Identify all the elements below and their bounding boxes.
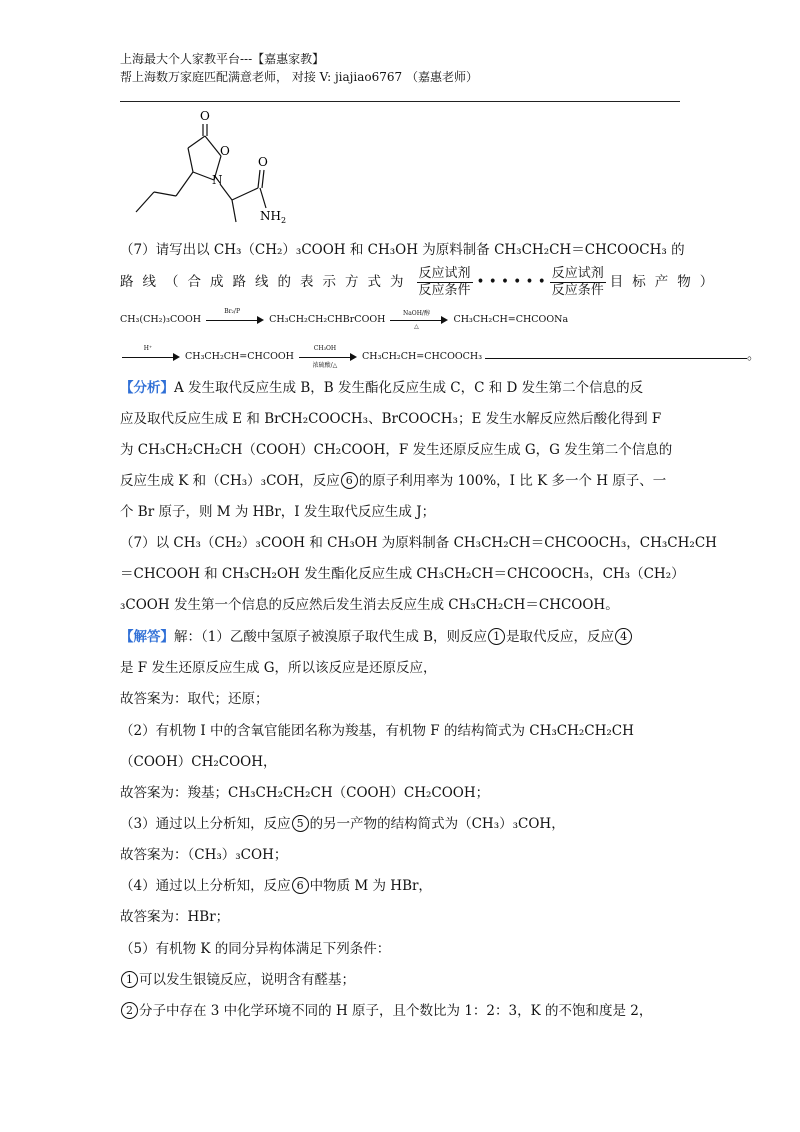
answer-line-13: 2 分子中存在 3 中化学环境不同的 H 原子，且个数比为 1：2：3，K 的不饱和度是 2， bbox=[120, 999, 652, 1019]
circled-number: 2 bbox=[121, 1002, 138, 1019]
route-intermediate-3: CH₃CH₂CH=CHCOOH bbox=[185, 351, 294, 362]
circled-number: 1 bbox=[488, 628, 505, 645]
synthesis-route-row-2: H⁺ CH₃CH₂CH=CHCOOH CH₃OH 浓硫酸/△ CH₃CH₂CH=CHCOOCH₃ 。 bbox=[120, 344, 760, 363]
circled-number: 1 bbox=[121, 971, 138, 988]
answer-line-8: 故答案为：（CH₃）₃COH； bbox=[120, 847, 288, 863]
route-arrow-4: CH₃OH 浓硫酸/△ bbox=[299, 352, 357, 362]
atom-o-carbonyl: O bbox=[200, 109, 210, 123]
analysis-line-1: 【分析】A 发生取代反应生成 B，B 发生酯化反应生成 C，C 和 D 发生第二个信息的反 bbox=[120, 380, 644, 396]
analysis-line-8: ₃COOH 发生第一个信息的反应然后发生消去反应生成 CH₃CH₂CH＝CHCOOH。 bbox=[120, 597, 619, 613]
molecule-structure bbox=[120, 104, 320, 234]
answer-line-5: （COOH）CH₂COOH， bbox=[120, 754, 277, 770]
answer-blank-underline bbox=[485, 350, 747, 359]
route-arrow-3: H⁺ bbox=[122, 352, 180, 362]
analysis-line-2: 应及取代反应生成 E 和 BrCH₂COOCH₃、BrCOOCH₃；E 发生水解反应然后酸化得到 F bbox=[120, 411, 662, 427]
q7-line-1: （7）请写出以 CH₃（CH₂）₃COOH 和 CH₃OH 为原料制备 CH₃CH₂CH＝CHCOOCH₃ 的 bbox=[120, 242, 685, 258]
route-intermediate-1: CH₃CH₂CH₂CHBrCOOH bbox=[269, 314, 386, 325]
atom-n-ring: N bbox=[212, 173, 223, 187]
answer-line-1: 【解答】解：（1）乙酸中氢原子被溴原子取代生成 B，则反应 1 是取代反应，反应 4 bbox=[120, 625, 633, 645]
q7-suffix: 目标产物） bbox=[609, 274, 723, 290]
q7-line-2 bbox=[120, 266, 722, 299]
synthesis-route-row-1 bbox=[120, 307, 569, 330]
analysis-line-3: 为 CH₃CH₂CH₂CH（COOH）CH₂COOH，F 发生还原反应生成 G，G 发生第二个信息的 bbox=[120, 442, 673, 458]
analysis-line-5: 个 Br 原子，则 M 为 HBr，I 发生取代反应生成 J； bbox=[120, 504, 436, 520]
answer-line-2: 是 F 发生还原反应生成 G，所以该反应是还原反应， bbox=[120, 660, 437, 676]
route-intermediate-2: CH₃CH₂CH=CHCOONa bbox=[453, 314, 569, 325]
atom-o-amide: O bbox=[258, 155, 268, 169]
header-line-1: 上海最大个人家教平台---【嘉惠家教】 bbox=[120, 52, 325, 66]
route-notation-fraction-2: $\frac{\text{反应试剂}}{\text{反应条件}}$ bbox=[551, 266, 604, 298]
route-product: CH₃CH₂CH=CHCOOCH₃ bbox=[362, 351, 483, 362]
route-arrow-1: Br₂/P bbox=[206, 315, 264, 325]
atom-nh2: $NH_2$ bbox=[260, 209, 287, 225]
atom-o-ring: O bbox=[220, 144, 230, 158]
circled-number: 6 bbox=[341, 472, 358, 489]
route-arrow-2: NaOH/醇 △ bbox=[390, 315, 448, 325]
analysis-line-6: （7）以 CH₃（CH₂）₃COOH 和 CH₃OH 为原料制备 CH₃CH₂CH＝CHCOOCH₃，CH₃CH₂CH bbox=[120, 535, 717, 551]
route-notation-dots: • • • • • • bbox=[476, 274, 546, 290]
route-notation-fraction-1: $\frac{\text{反应试剂}}{\text{反应条件}}$ bbox=[418, 266, 471, 298]
answer-line-4: （2）有机物 I 中的含氧官能团名称为羧基，有机物 F 的结构简式为 CH₃CH₂CH₂CH bbox=[120, 723, 634, 739]
route-start: CH₃(CH₂)₃COOH bbox=[120, 314, 202, 325]
answer-line-9: （4）通过以上分析知，反应 6 中物质 M 为 HBr， bbox=[120, 878, 432, 894]
circled-number: 5 bbox=[292, 815, 309, 832]
header-divider bbox=[120, 101, 680, 102]
answer-tag: 【解答】 bbox=[120, 629, 174, 645]
circled-number: 6 bbox=[292, 877, 309, 894]
circled-number: 4 bbox=[615, 628, 632, 645]
page-header bbox=[120, 50, 478, 86]
answer-line-7: （3）通过以上分析知，反应 5 的另一产物的结构简式为（CH₃）₃COH， bbox=[120, 816, 565, 832]
header-line-2: 帮上海数万家庭匹配满意老师， 对接 V: jiajiao6767 （嘉惠老师） bbox=[120, 70, 478, 84]
analysis-tag: 【分析】 bbox=[120, 380, 174, 396]
answer-line-6: 故答案为：羧基；CH₃CH₂CH₂CH（COOH）CH₂COOH； bbox=[120, 785, 490, 801]
analysis-line-4: 反应生成 K 和（CH₃）₃COH，反应 6 的原子利用率为 100%，I 比 K 多一个 H 原子、一 bbox=[120, 473, 667, 489]
q7-prefix: 路线（合成路线的表示方式为 bbox=[120, 274, 413, 290]
answer-line-11: （5）有机物 K 的同分异构体满足下列条件： bbox=[120, 941, 391, 957]
analysis-line-7: ＝CHCOOH 和 CH₃CH₂OH 发生酯化反应生成 CH₃CH₂CH＝CHCOOCH₃，CH₃（CH₂） bbox=[120, 566, 685, 582]
answer-line-3: 故答案为：取代；还原； bbox=[120, 691, 269, 707]
answer-line-12: 1 可以发生银镜反应，说明含有醛基； bbox=[120, 968, 355, 988]
answer-line-10: 故答案为：HBr； bbox=[120, 909, 230, 925]
